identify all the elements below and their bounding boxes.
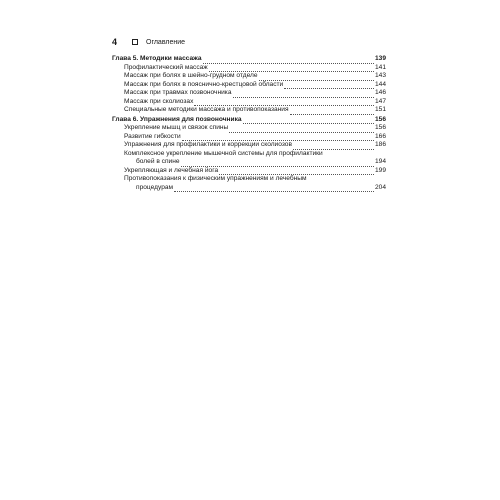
chapter-title: Глава 6. Упражнения для позвоночника: [112, 115, 242, 123]
page-ref: 156: [374, 115, 386, 123]
leader-dots: [209, 65, 374, 72]
toc-chapter-5[interactable]: [112, 55, 386, 64]
item-title-line2: процедурам: [136, 183, 174, 191]
square-bullet-icon: [132, 39, 138, 45]
toc-item[interactable]: [112, 141, 386, 150]
item-title: Массаж при болях в шейно-грудном отделе: [124, 72, 258, 79]
item-continuation: [124, 158, 386, 167]
leader-dots: [219, 168, 374, 175]
toc-item[interactable]: [112, 133, 386, 142]
toc-item[interactable]: [112, 106, 386, 115]
leader-dots: [229, 126, 374, 133]
item-title: Специальные методики массажа и противопоказания: [124, 106, 289, 113]
page-ref: 186: [374, 141, 386, 148]
toc-item-multiline[interactable]: [112, 150, 386, 167]
toc-item[interactable]: [112, 89, 386, 98]
page-ref: 141: [374, 63, 386, 71]
page-ref: 143: [374, 72, 386, 79]
leader-dots: [233, 91, 374, 98]
page-ref: 204: [374, 183, 386, 191]
item-title: Массаж при болях в пояснично-крестцовой области: [124, 80, 284, 88]
item-title: Упражнения для профилактики и коррекции сколиозов: [124, 141, 292, 148]
item-title-line2: болей в спине: [136, 158, 180, 165]
page-header: [112, 37, 185, 47]
page-ref: 144: [374, 80, 386, 88]
page-ref: 194: [374, 158, 386, 165]
leader-dots: [181, 160, 374, 167]
toc-item[interactable]: [112, 98, 386, 107]
item-continuation: [124, 184, 386, 193]
table-of-contents: [112, 55, 386, 192]
leader-dots: [174, 185, 374, 192]
chapter-title: Глава 5. Методики массажа: [112, 55, 202, 62]
page-ref: 199: [374, 166, 386, 174]
item-title-line1: Противопоказания к физическим упражнениям и лечебным: [124, 175, 307, 182]
toc-item[interactable]: [112, 124, 386, 133]
item-title: Профилактический массаж: [124, 63, 208, 71]
leader-dots: [290, 108, 374, 115]
toc-item-multiline[interactable]: [112, 175, 386, 192]
toc-item[interactable]: [112, 64, 386, 73]
toc-item[interactable]: [112, 72, 386, 81]
page-ref: 166: [374, 132, 386, 140]
page-ref: 147: [374, 97, 386, 105]
item-title: Массаж при сколиозах: [124, 97, 194, 105]
item-title: Укрепление мышц и связок спины: [124, 124, 229, 131]
leader-dots: [243, 117, 374, 124]
item-title: Развитие гибкости: [124, 132, 181, 140]
leader-dots: [284, 82, 374, 89]
item-title-line1: Комплексное укрепление мышечной системы для профилактики: [124, 149, 323, 157]
toc-item[interactable]: [112, 81, 386, 90]
page-ref: 146: [374, 89, 386, 96]
page-number: 4: [112, 37, 118, 47]
leader-dots: [194, 99, 374, 106]
item-title: Массаж при травмах позвоночника: [124, 89, 232, 96]
page-ref: 139: [374, 55, 386, 62]
toc-item[interactable]: [112, 167, 386, 176]
item-title: Укрепляющая и лечебная йога: [124, 166, 219, 174]
page-ref: 151: [374, 106, 386, 113]
leader-dots: [203, 57, 374, 64]
leader-dots: [182, 134, 374, 141]
page-ref: 156: [374, 124, 386, 131]
running-title: Оглавление: [146, 38, 186, 46]
leader-dots: [259, 74, 374, 81]
leader-dots: [293, 143, 374, 150]
toc-chapter-6[interactable]: [112, 116, 386, 125]
